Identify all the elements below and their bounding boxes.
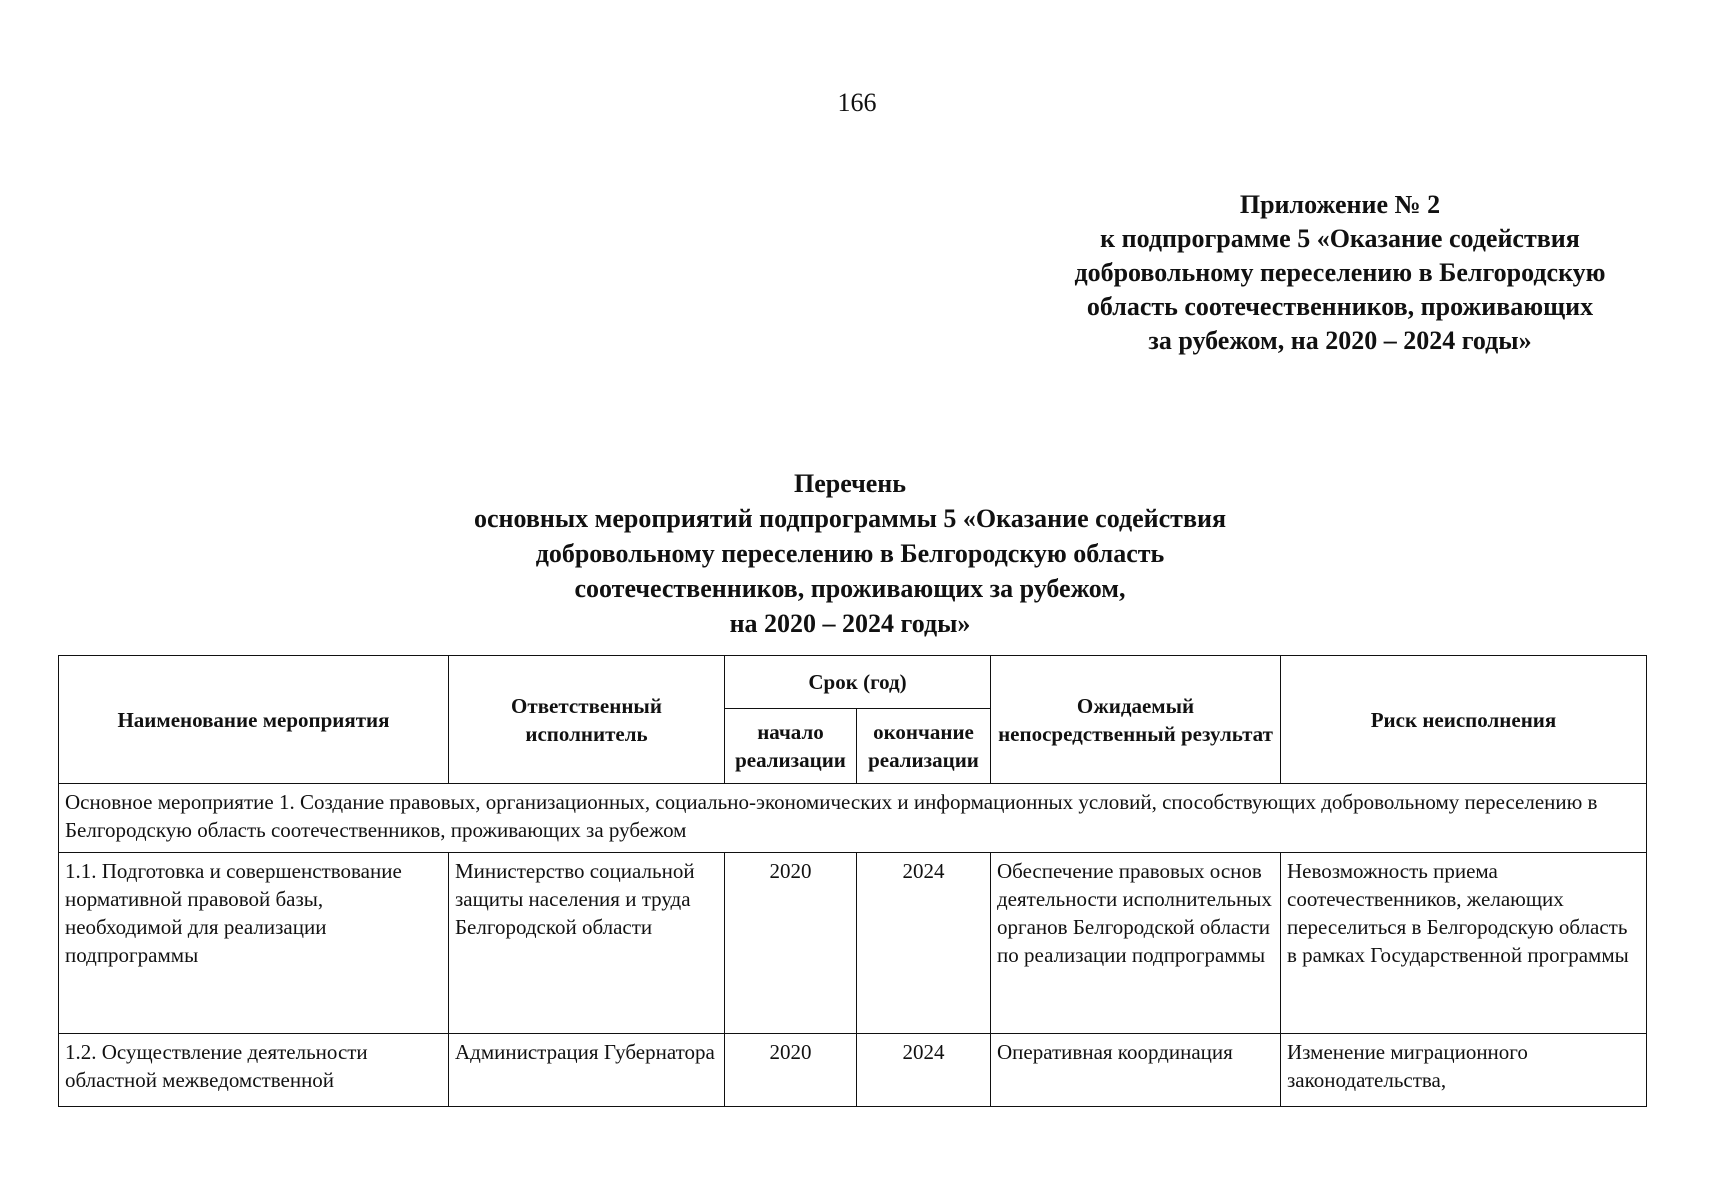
page-number: 166 xyxy=(837,88,877,117)
cell-risk: Изменение миграционного законодательства, xyxy=(1281,1034,1647,1107)
header-executor: Ответственный исполнитель xyxy=(449,656,725,784)
appendix-line: область соотечественников, проживающих xyxy=(1086,292,1594,321)
appendix-line: к подпрограмме 5 «Оказание содействия xyxy=(1100,224,1580,253)
section-row xyxy=(59,784,1647,853)
measures-table xyxy=(58,655,1647,1107)
document-title xyxy=(250,466,1450,641)
header-period: Срок (год) xyxy=(725,656,991,709)
cell-executor: Администрация Губернатора xyxy=(449,1034,725,1107)
table-row xyxy=(59,853,1647,1034)
appendix-line: Приложение № 2 xyxy=(1239,190,1441,219)
cell-result: Оперативная координация xyxy=(991,1034,1281,1107)
cell-start: 2020 xyxy=(725,853,857,1034)
appendix-header xyxy=(1010,188,1670,358)
cell-executor: Министерство социальной защиты населения и труда Белгородской области xyxy=(449,853,725,1034)
cell-start: 2020 xyxy=(725,1034,857,1107)
cell-end: 2024 xyxy=(857,853,991,1034)
appendix-line: добровольному переселению в Белгородскую xyxy=(1074,258,1606,287)
header-end: окончание реализации xyxy=(857,709,991,784)
table-header-row xyxy=(59,656,1647,709)
header-result: Ожидаемый непосредственный результат xyxy=(991,656,1281,784)
header-name: Наименование мероприятия xyxy=(59,656,449,784)
title-line: добровольному переселению в Белгородскую область xyxy=(535,539,1165,568)
cell-name: 1.1. Подготовка и совершенствование нормативной правовой базы, необходимой для реализации подпрограммы xyxy=(59,853,449,1034)
appendix-line: за рубежом, на 2020 – 2024 годы» xyxy=(1148,326,1532,355)
title-line: соотечественников, проживающих за рубежом, xyxy=(574,574,1126,603)
cell-name: 1.2. Осуществление деятельности областной межведомственной xyxy=(59,1034,449,1107)
title-line: Перечень xyxy=(793,469,907,498)
title-line: основных мероприятий подпрограммы 5 «Оказание содействия xyxy=(473,504,1227,533)
header-risk: Риск неисполнения xyxy=(1281,656,1647,784)
header-start: начало реализации xyxy=(725,709,857,784)
title-line: на 2020 – 2024 годы» xyxy=(729,609,971,638)
section-title: Основное мероприятие 1. Создание правовых, организационных, социально-экономических и информационных условий, способствующих добровольному переселению в Белгородскую область соотечественников, проживающих за рубежом xyxy=(59,784,1647,853)
cell-result: Обеспечение правовых основ деятельности исполнительных органов Белгородской области по реализации подпрограммы xyxy=(991,853,1281,1034)
table-row xyxy=(59,1034,1647,1107)
cell-end: 2024 xyxy=(857,1034,991,1107)
cell-risk: Невозможность приема соотечественников, желающих переселиться в Белгородскую область в рамках Государственной программы xyxy=(1281,853,1647,1034)
